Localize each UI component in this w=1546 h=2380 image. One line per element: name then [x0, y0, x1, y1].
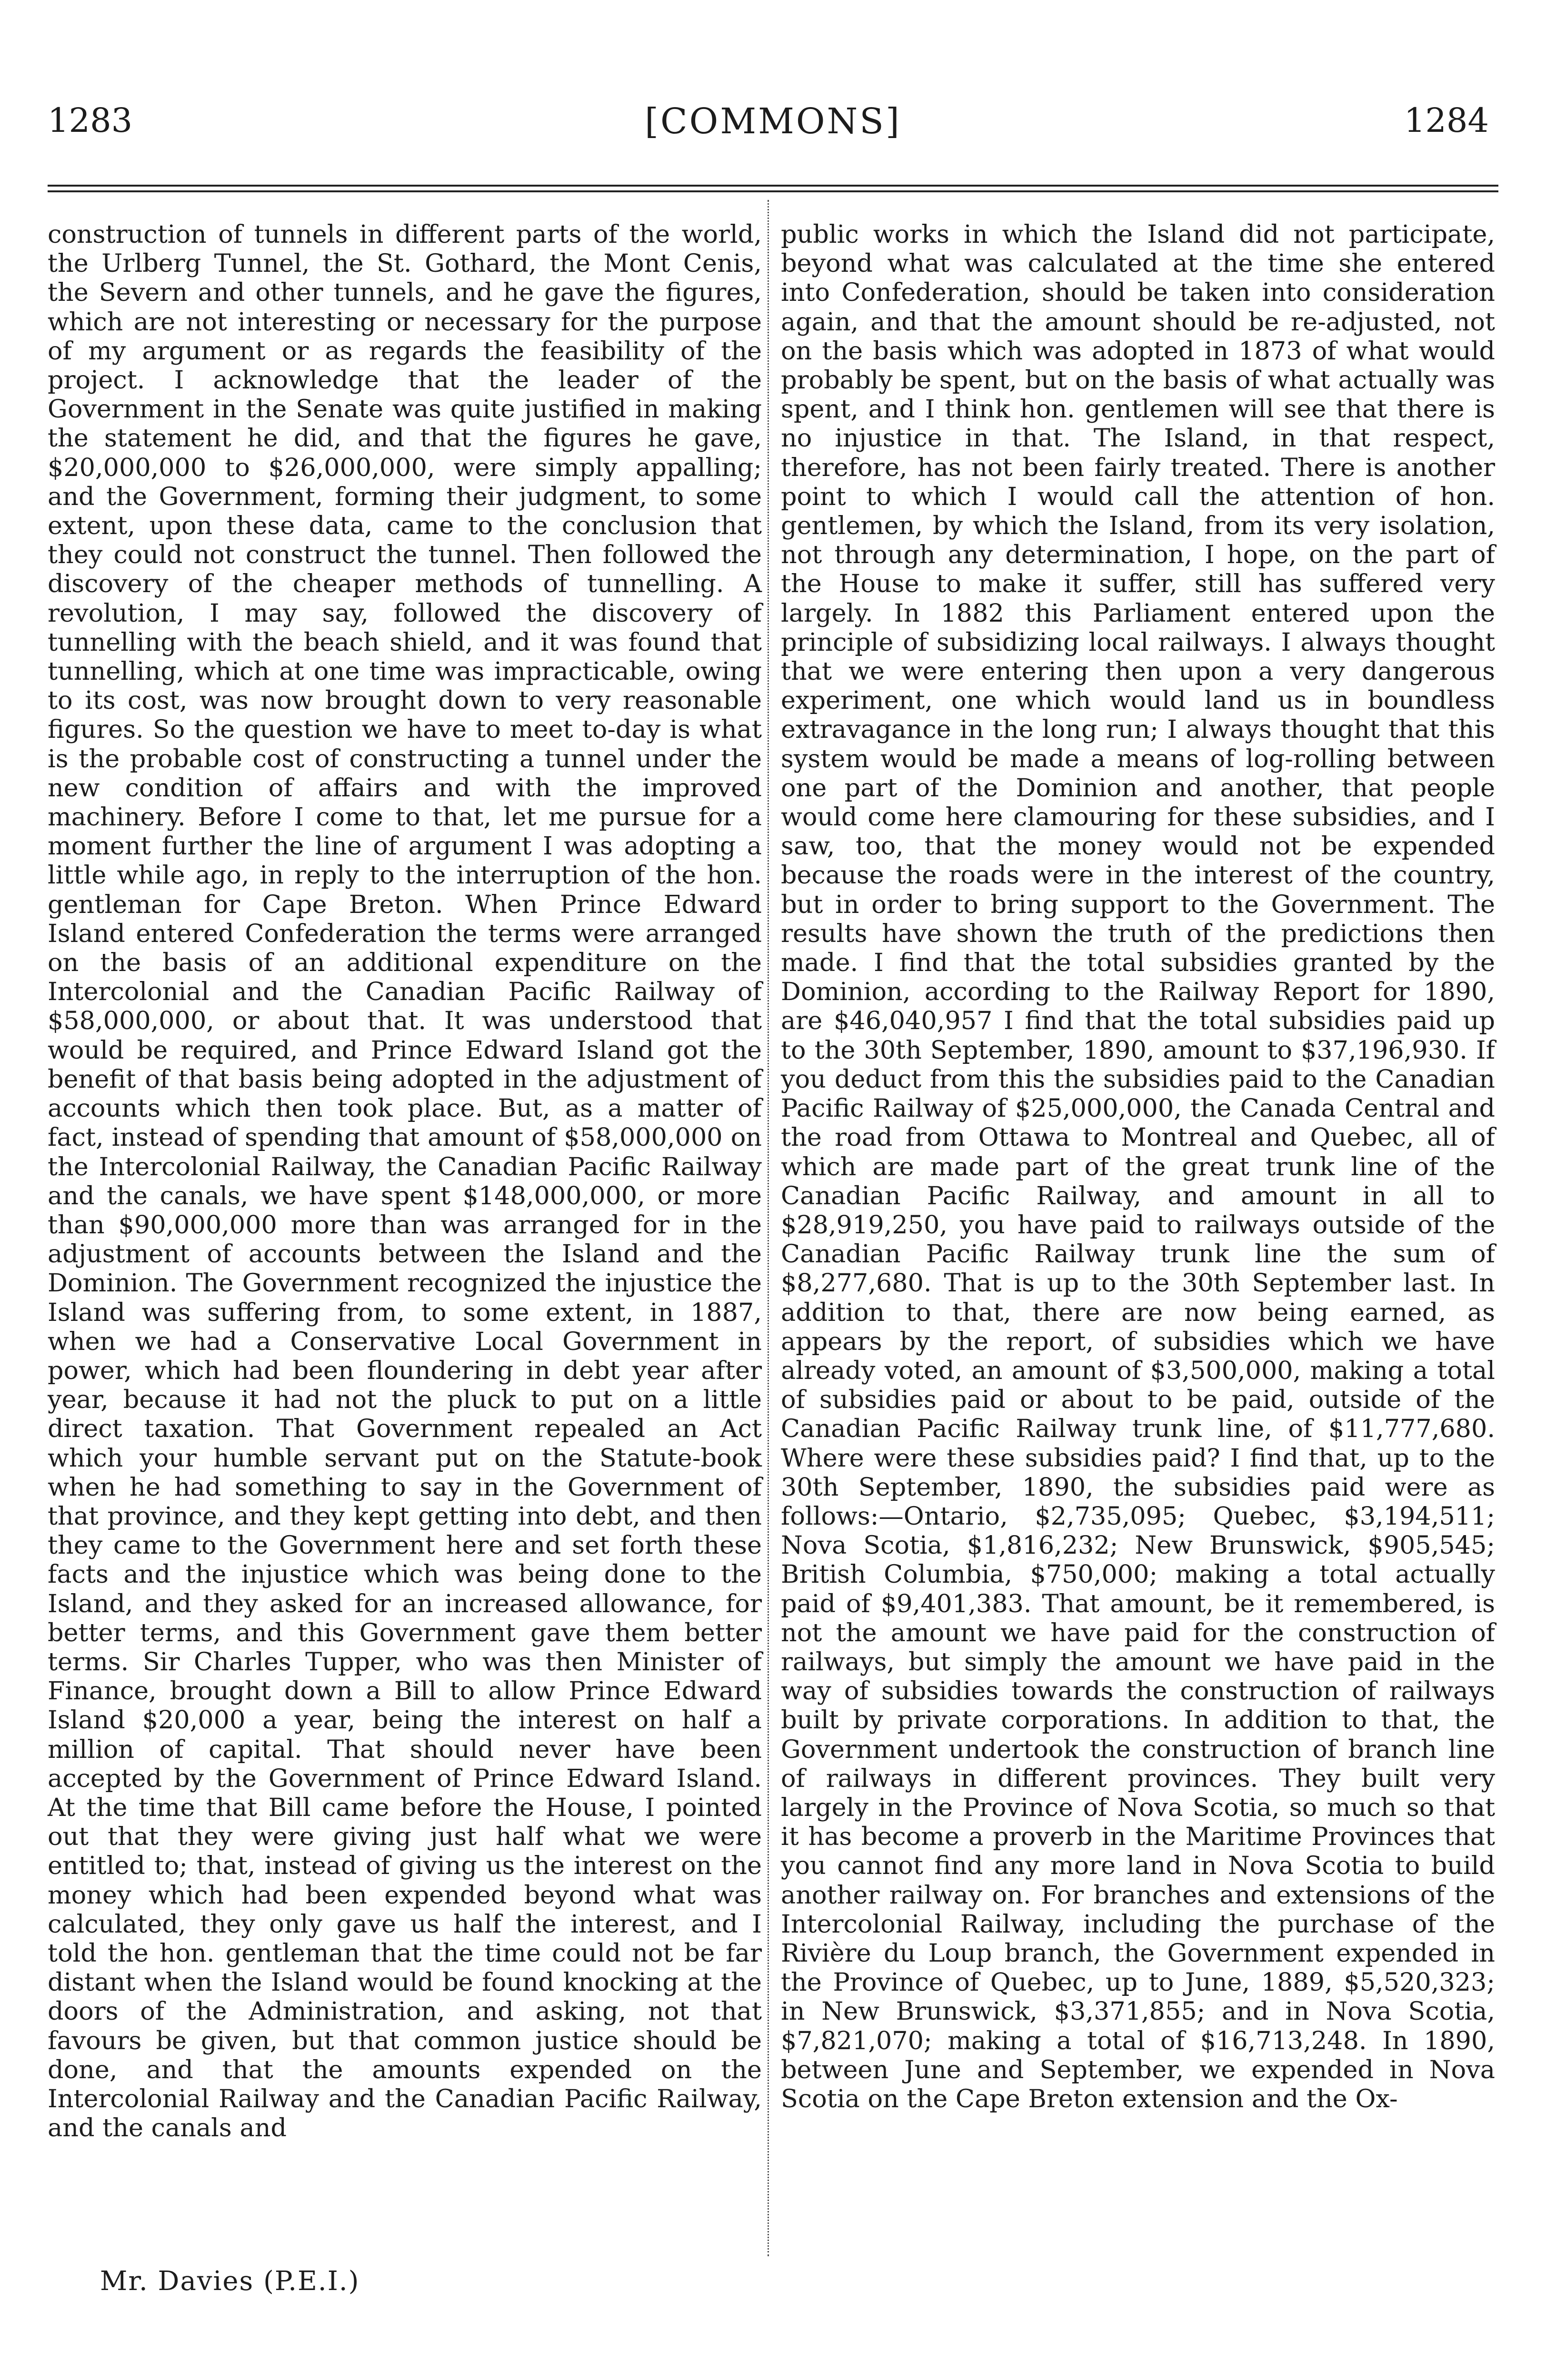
header-rule-top — [48, 185, 1498, 187]
page-title: [COMMONS] — [645, 101, 901, 142]
right-column — [781, 220, 1495, 2113]
speaker-footer: Mr. Davies (P.E.I.) — [100, 2266, 360, 2297]
left-column — [48, 220, 762, 2142]
left-column-text: construction of tunnels in different parts of the world, the Urlberg Tunnel, the St. Gothard, the Mont Cenis, the Severn and other tunnels, and he gave the figures, which are not interesting or necessary for the purpose of my argument or as regards the feasibility of the project. I acknowledge that the leader of the Government in the Senate was quite justified in making the statement he did, and that the figures he gave, $20,000,000 to $26,000,000, were simply appalling; and the Government, forming their judgment, to some extent, upon these data, came to the conclusion that they could not construct the tunnel. Then followed the discovery of the cheaper methods of tunnelling. A revolution, I may say, followed the discovery of tunnelling with the beach shield, and it was found that tunnelling, which at one time was impracticable, owing to its cost, was now brought down to very reasonable figures. So the question we have to meet to-day is what is the probable cost of constructing a tunnel under the new condition of affairs and with the improved machinery. Before I come to that, let me pursue for a moment further the line of argument I was adopting a little while ago, in reply to the interruption of the hon. gentleman for Cape Breton. When Prince Edward Island entered Confederation the terms were arranged on the basis of an additional expenditure on the Intercolonial and the Canadian Pacific Railway of $58,000,000, or about that. It was understood that would be required, and Prince Edward Island got the benefit of that basis being adopted in the adjustment of accounts which then took place. But, as a matter of fact, instead of spending that amount of $58,000,000 on the Intercolonial Railway, the Canadian Pacific Railway and the canals, we have spent $148,000,000, or more than $90,000,000 more than was arranged for in the adjustment of accounts between the Island and the Dominion. The Government recognized the injustice the Island was suffering from, to some extent, in 1887, when we had a Conservative Local Government in power, which had been floundering in debt year after year, because it had not the pluck to put on a little direct taxation. That Government repealed an Act which your humble servant put on the Statute-book when he had something to say in the Government of that province, and they kept getting into debt, and then they came to the Government here and set forth these facts and the injustice which was being done to the Island, and they asked for an increased allowance, for better terms, and this Government gave them better terms. Sir Charles Tupper, who was then Minister of Finance, brought down a Bill to allow Prince Edward Island $20,000 a year, being the interest on half a million of capital. That should never have been accepted by the Government of Prince Edward Island. At the time that Bill came before the House, I pointed out that they were giving just half what we were entitled to; that, instead of giving us the interest on the money which had been expended beyond what was calculated, they only gave us half the interest, and I told the hon. gentleman that the time could not be far distant when the Island would be found knocking at the doors of the Administration, and asking, not that favours be given, but that common justice should be done, and that the amounts expended on the Intercolonial Railway and the Canadian Pacific Railway, and the canals and — [48, 220, 762, 2143]
page-number-right: 1284 — [1404, 101, 1489, 140]
header-rule-bottom — [48, 190, 1498, 192]
right-column-text: public works in which the Island did not participate, beyond what was calculated at the time she entered into Confederation, should be taken into consideration again, and that the amount should be re-adjusted, not on the basis which was adopted in 1873 of what would probably be spent, but on the basis of what actually was spent, and I think hon. gentlemen will see that there is no injustice in that. The Island, in that respect, therefore, has not been fairly treated. There is another point to which I would call the attention of hon. gentlemen, by which the Island, from its very isolation, not through any determination, I hope, on the part of the House to make it suffer, still has suffered very largely. In 1882 this Parliament entered upon the principle of subsidizing local railways. I always thought that we were entering then upon a very dangerous experiment, one which would land us in boundless extravagance in the long run; I always thought that this system would be made a means of log-rolling between one part of the Dominion and another, that people would come here clamouring for these subsidies, and I saw, too, that the money would not be expended because the roads were in the interest of the country, but in order to bring support to the Government. The results have shown the truth of the predictions then made. I find that the total subsidies granted by the Dominion, according to the Railway Report for 1890, are $46,040,957 I find that the total subsidies paid up to the 30th September, 1890, amount to $37,196,930. If you deduct from this the subsidies paid to the Canadian Pacific Railway of $25,000,000, the Canada Central and the road from Ottawa to Montreal and Quebec, all of which are made part of the great trunk line of the Canadian Pacific Railway, and amount in all to $28,919,250, you have paid to railways outside of the Canadian Pacific Railway trunk line the sum of $8,277,680. That is up to the 30th September last. In addition to that, there are now being earned, as appears by the report, of subsidies which we have already voted, an amount of $3,500,000, making a total of subsidies paid or about to be paid, outside of the Canadian Pacific Railway trunk line, of $11,777,680. Where were these subsidies paid? I find that, up to the 30th September, 1890, the subsidies paid were as follows:—Ontario, $2,735,095; Quebec, $3,194,511; Nova Scotia, $1,816,232; New Brunswick, $905,545; British Columbia, $750,000; making a total actually paid of $9,401,383. That amount, be it remembered, is not the amount we have paid for the construction of railways, but simply the amount we have paid in the way of subsidies towards the construction of railways built by private corporations. In addition to that, the Government undertook the construction of branch line of railways in different provinces. They built very largely in the Province of Nova Scotia, so much so that it has become a proverb in the Maritime Provinces that you cannot find any more land in Nova Scotia to build another railway on. For branches and extensions of the Intercolonial Railway, including the purchase of the Rivière du Loup branch, the Government expended in the Province of Quebec, up to June, 1889, $5,520,323; in New Brunswick, $3,371,855; and in Nova Scotia, $7,821,070; making a total of $16,713,248. In 1890, between June and September, we expended in Nova Scotia on the Cape Breton extension and the Ox- — [781, 220, 1495, 2113]
column-divider — [768, 200, 769, 2256]
page-header — [48, 101, 1498, 144]
page-number-left: 1283 — [48, 101, 133, 140]
